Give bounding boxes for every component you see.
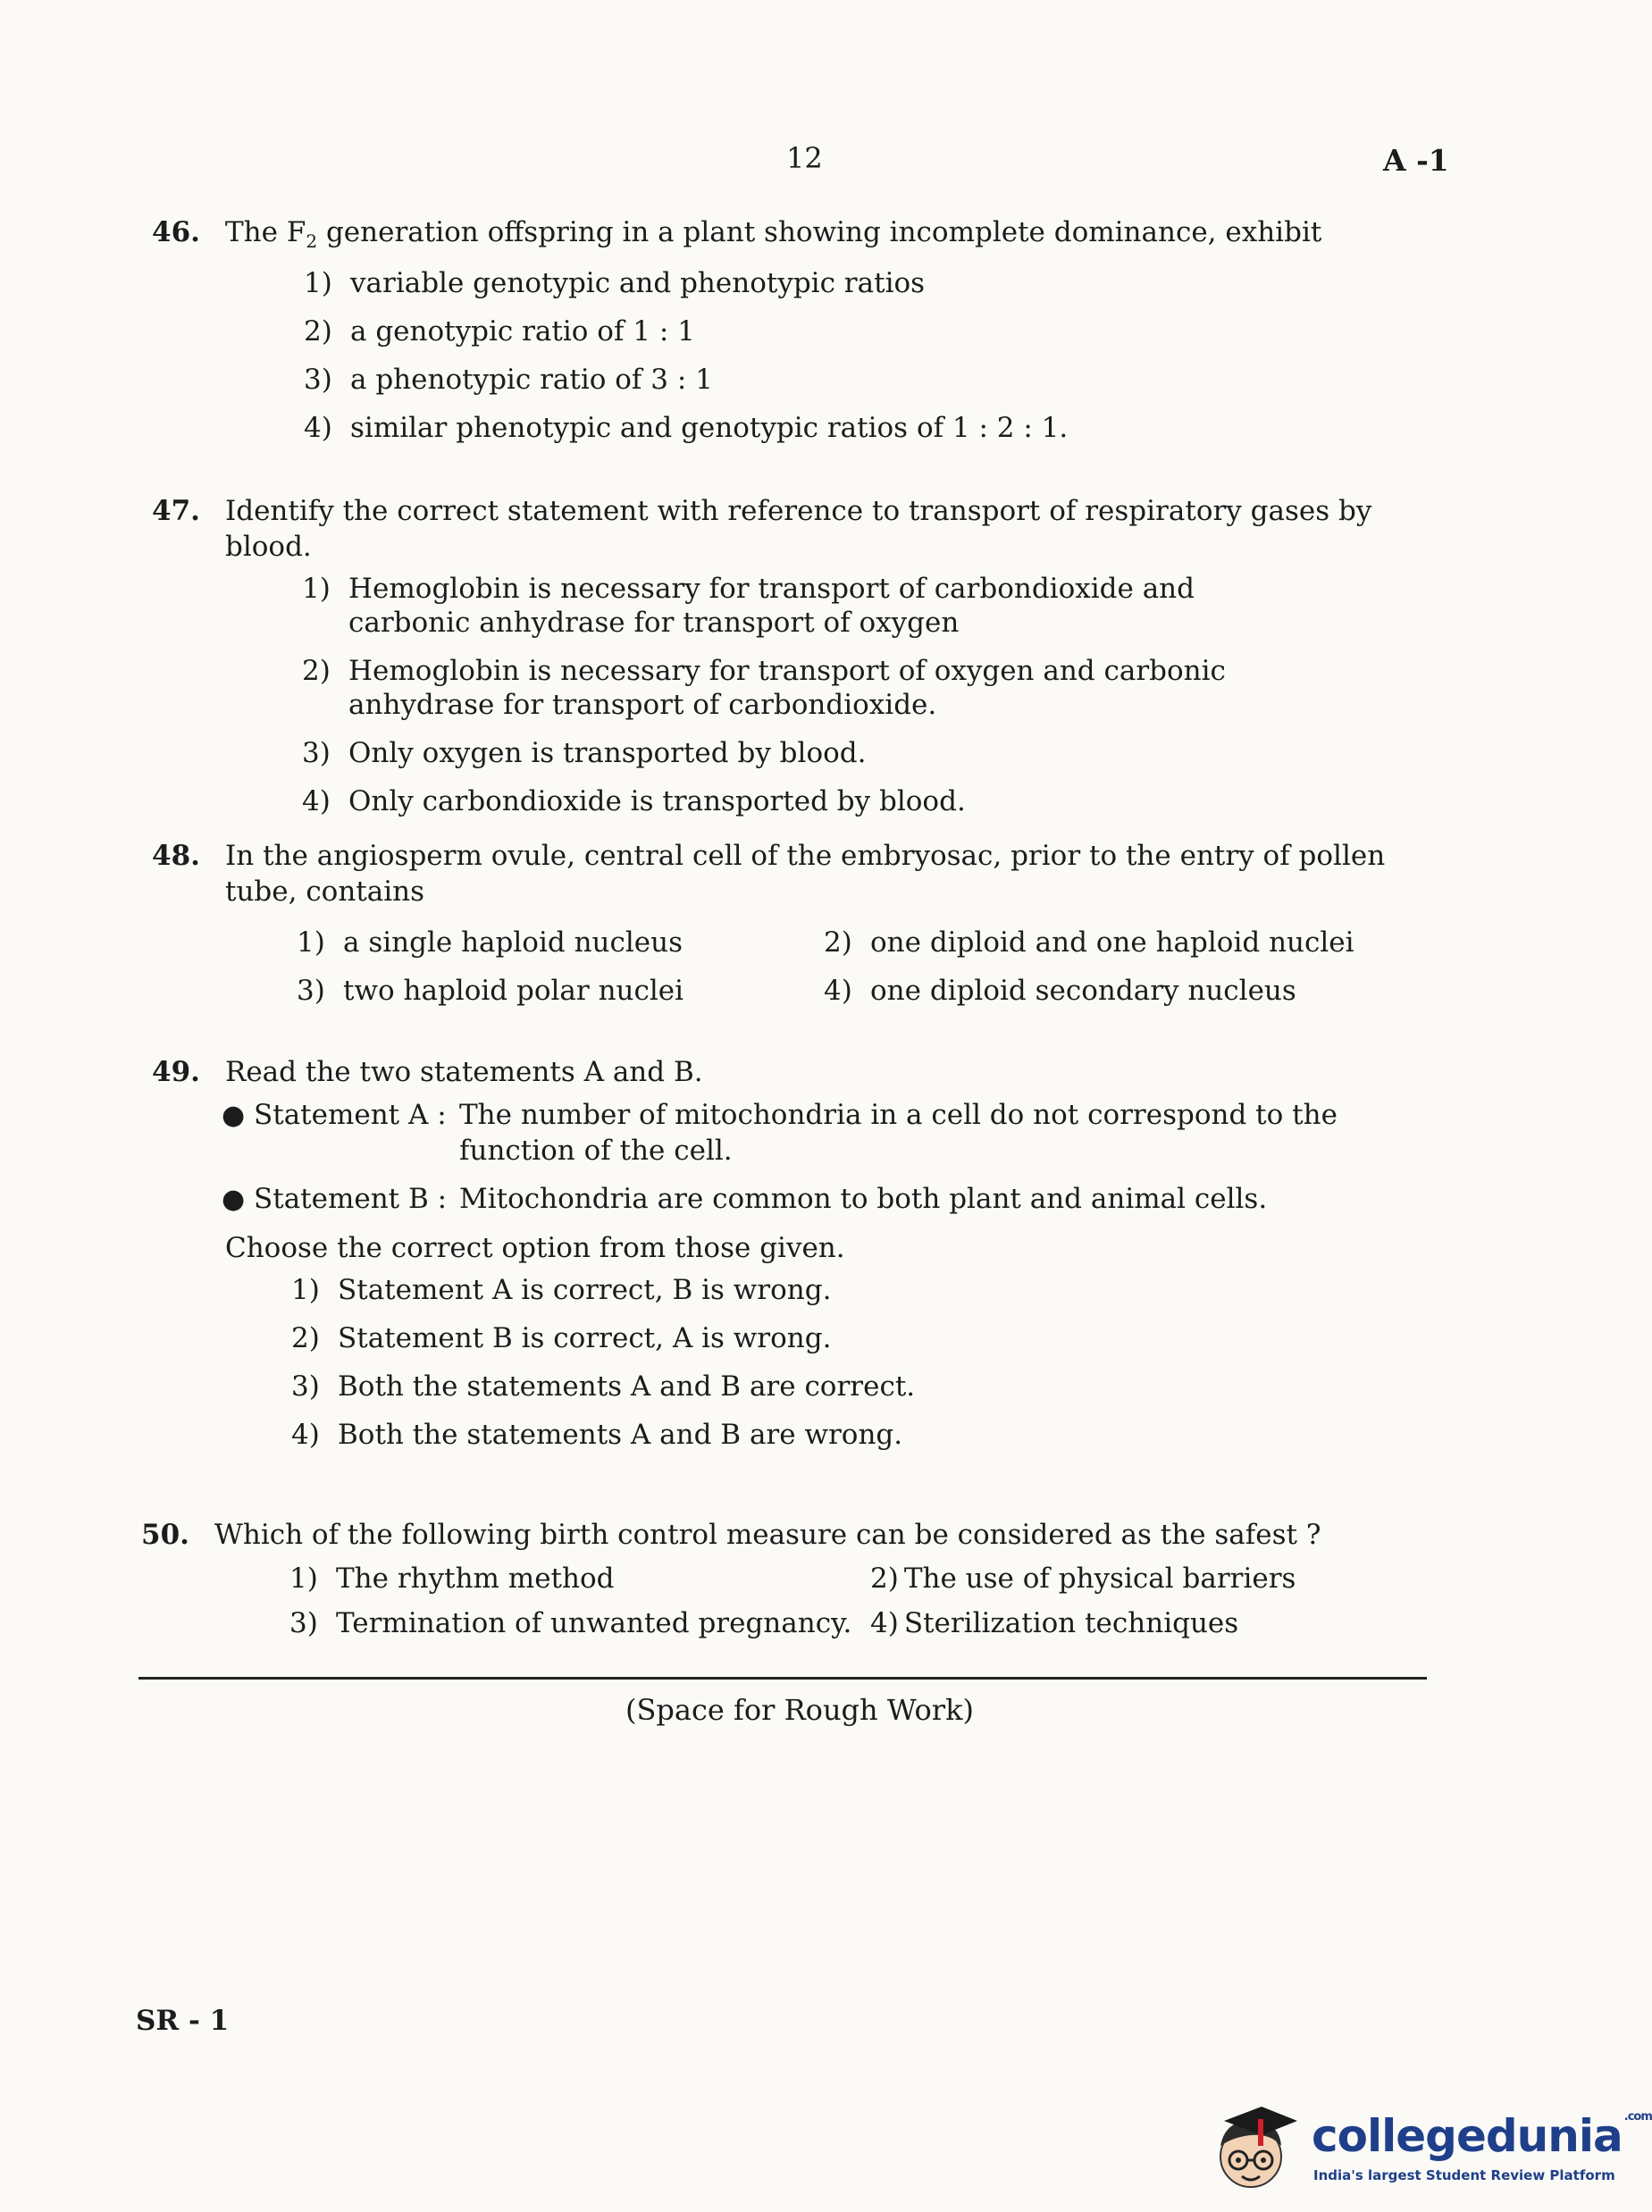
- option: 1) Statement A is correct, B is wrong.: [291, 1274, 832, 1306]
- paper-code: A -1: [1383, 143, 1449, 178]
- collegedunia-logo: [1208, 2101, 1652, 2199]
- option: 4) Sterilization techniques: [870, 1607, 1239, 1639]
- option: 3) Termination of unwanted pregnancy.: [289, 1607, 852, 1639]
- statement-a: ● Statement A : The number of mitochondria in a cell do not correspond to the function of the cell.: [222, 1099, 1338, 1167]
- option: 2) one diploid and one haploid nuclei: [824, 926, 1354, 959]
- option: 2) Statement B is correct, A is wrong.: [291, 1322, 832, 1354]
- option: 4) similar phenotypic and genotypic ratios of 1 : 2 : 1.: [304, 412, 1069, 445]
- question-text: The $F_2$ generation offspring in a plant showing incomplete dominance, exhibit: [225, 216, 1322, 253]
- option: 2) Hemoglobin is necessary for transport of oxygen and carbonic anhydrase for transport of carbondioxide.: [302, 655, 1226, 721]
- mascot-icon: [1208, 2101, 1306, 2199]
- option: 4) Only carbondioxide is transported by blood.: [302, 785, 966, 817]
- option: 3) Only oxygen is transported by blood.: [302, 737, 867, 769]
- question-number: 49.: [152, 1056, 200, 1088]
- option: 3) two haploid polar nuclei: [297, 975, 684, 1007]
- logo-wordmark: collegedunia $^{.com}$: [1312, 2110, 1652, 2162]
- logo-tagline: India's largest Student Review Platform: [1313, 2167, 1615, 2183]
- question-number: 48.: [152, 840, 200, 872]
- rough-work-label: (Space for Rough Work): [625, 1693, 974, 1727]
- option: 2) The use of physical barriers: [870, 1563, 1296, 1595]
- option: 3) a phenotypic ratio of 3 : 1: [304, 364, 713, 397]
- question-number: 47.: [152, 495, 200, 527]
- option: 3) Both the statements A and B are correct.: [291, 1370, 916, 1403]
- question-48: [152, 838, 1456, 1008]
- question-text: Read the two statements A and B.: [225, 1056, 703, 1088]
- question-text: In the angiosperm ovule, central cell of the embryosac, prior to the entry of pollen tube, contains: [225, 840, 1386, 908]
- page-number: 12: [786, 141, 823, 175]
- question-46: [152, 214, 1456, 459]
- option: 1) The rhythm method: [289, 1563, 615, 1595]
- option: 1) a single haploid nucleus: [297, 926, 683, 959]
- statement-b: ● Statement B : Mitochondria are common to both plant and animal cells.: [222, 1183, 1268, 1215]
- option: 1) Hemoglobin is necessary for transport of carbondioxide and carbonic anhydrase for transport of oxygen: [302, 573, 1195, 639]
- question-number: 46.: [152, 216, 200, 248]
- question-49: [152, 1054, 1456, 1466]
- question-50: [141, 1517, 1446, 1640]
- question-number: 50.: [141, 1519, 189, 1551]
- divider: [138, 1677, 1427, 1680]
- question-text: Identify the correct statement with reference to transport of respiratory gases by blood.: [225, 495, 1372, 563]
- instruction: Choose the correct option from those given.: [225, 1232, 845, 1264]
- option: 2) a genotypic ratio of 1 : 1: [304, 315, 695, 348]
- option: 4) one diploid secondary nucleus: [824, 975, 1296, 1007]
- option: 4) Both the statements A and B are wrong.: [291, 1419, 903, 1451]
- option: 1) variable genotypic and phenotypic ratios: [304, 267, 926, 300]
- question-47: [152, 493, 1456, 833]
- question-text: Which of the following birth control measure can be considered as the safest ?: [214, 1519, 1321, 1551]
- footer-code: SR - 1: [136, 2005, 230, 2037]
